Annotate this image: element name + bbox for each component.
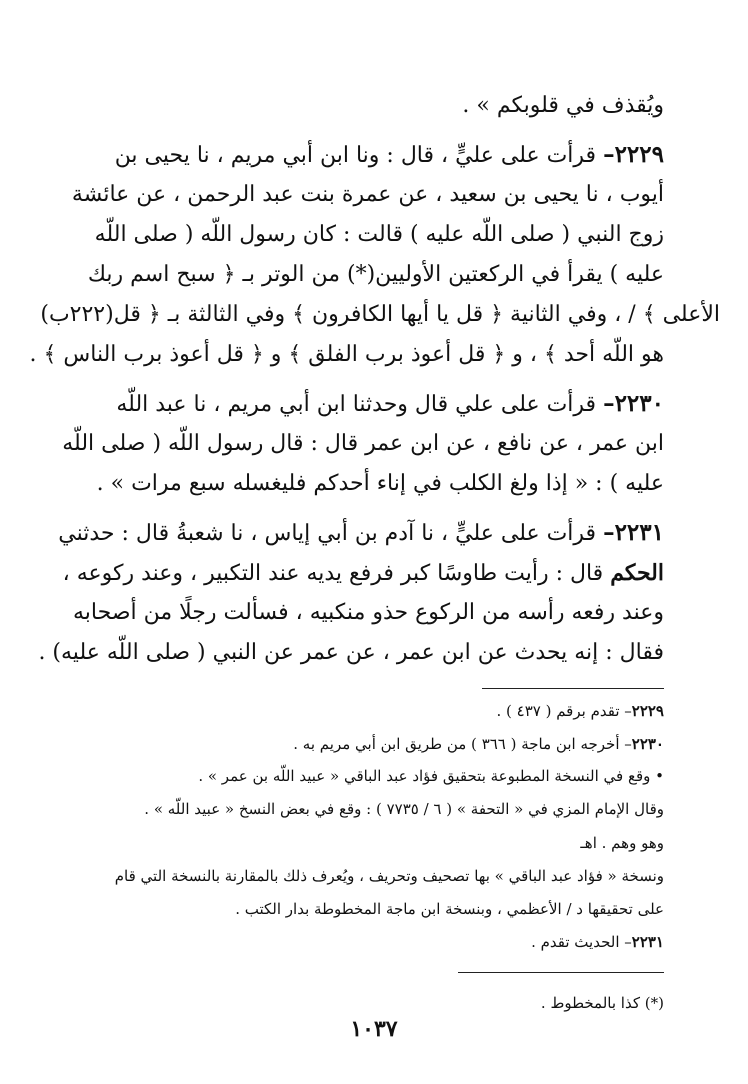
- text-line: الحكم قال : رأيت طاوسًا كبر فرفع يديه عند التكبير ، وعند ركوعه ،: [62, 560, 664, 586]
- footnote-2230: ٢٢٣٠– أخرجه ابن ماجة ( ٣٦٦ ) من طريق ابن أبي مريم به .: [293, 735, 664, 753]
- text-line: عليه ) يقرأ في الركعتين الأوليين(*) من الوتر بـ ﴿ سبح اسم ربك: [87, 262, 664, 287]
- manuscript-note-divider: [458, 972, 664, 973]
- text-line-1: ويُقذف في قلوبكم » .: [462, 93, 664, 118]
- text-line: زوج النبي ( صلى اللّه عليه ) قالت : كان رسول اللّه ( صلى اللّه: [94, 222, 664, 247]
- text-line: هو اللّه أحد ﴾ ، و ﴿ قل أعوذ برب الفلق ﴾ و ﴿ قل أعوذ برب الناس ﴾ .: [29, 342, 664, 367]
- footnote-2229: ٢٢٢٩– تقدم برقم ( ٤٣٧ ) .: [496, 702, 664, 720]
- hadith-2230-line-1: ٢٢٣٠– قرأت على علي قال وحدثنا ابن أبي مريم ، نا عبد اللّه: [116, 390, 664, 417]
- hadith-number-2229: ٢٢٢٩: [614, 141, 664, 168]
- page-number: ١٠٣٧: [350, 1016, 398, 1042]
- footnote-line: • وقع في النسخة المطبوعة بتحقيق فؤاد عبد الباقي « عبيد اللّه بن عمر » .: [198, 767, 664, 785]
- hadith-2231-line-1: ٢٢٣١– قرأت على عليٍّ ، نا آدم بن أبي إياس ، نا شعبةُ قال : حدثني: [58, 519, 664, 546]
- text-line: أيوب ، نا يحيى بن سعيد ، عن عمرة بنت عبد الرحمن ، عن عائشة: [71, 182, 664, 207]
- text-line: عليه ) : « إذا ولغ الكلب في إناء أحدكم فليغسله سبع مرات » .: [96, 471, 664, 496]
- margin-note: (٢٢٢ب): [40, 302, 114, 327]
- hadith-2229-line-1: ٢٢٢٩– قرأت على عليٍّ ، قال : ونا ابن أبي مريم ، نا يحيى بن: [114, 141, 664, 168]
- manuscript-note: (*) كذا بالمخطوط .: [540, 994, 664, 1012]
- text-line: فقال : إنه يحدث عن ابن عمر ، عن عمر عن النبي ( صلى اللّه عليه) .: [38, 640, 664, 665]
- footnote-line: ونسخة « فؤاد عبد الباقي » بها تصحيف وتحريف ، ويُعرف ذلك بالمقارنة بالنسخة التي قام: [114, 867, 664, 885]
- footnote-line: على تحقيقها د / الأعظمي ، وبنسخة ابن ماجة المخطوطة بدار الكتب .: [235, 900, 664, 918]
- text-line: الأعلى ﴾ / ، وفي الثانية ﴿ قل يا أيها الكافرون ﴾ وفي الثالثة بـ ﴿ قل(٢٢٢ب): [40, 302, 720, 327]
- text-line: ابن عمر ، عن نافع ، عن ابن عمر قال : قال رسول اللّه ( صلى اللّه: [62, 431, 664, 456]
- footnote-2231: ٢٢٣١– الحديث تقدم .: [531, 933, 664, 951]
- footnote-line: وهو وهم . اهـ: [580, 834, 664, 852]
- hadith-number-2230: ٢٢٣٠: [614, 390, 664, 417]
- text-line: وعند رفعه رأسه من الركوع حذو منكبيه ، فسألت رجلًا من أصحابه: [73, 600, 664, 625]
- footnote-divider: [482, 688, 664, 689]
- hadith-number-2231: ٢٢٣١: [614, 519, 664, 546]
- bold-word: الحكم: [610, 560, 664, 586]
- footnote-line: وقال الإمام المزي في « التحفة » ( ٦ / ٧٧٣٥ ) : وقع في بعض النسخ « عبيد اللّه » .: [144, 800, 664, 818]
